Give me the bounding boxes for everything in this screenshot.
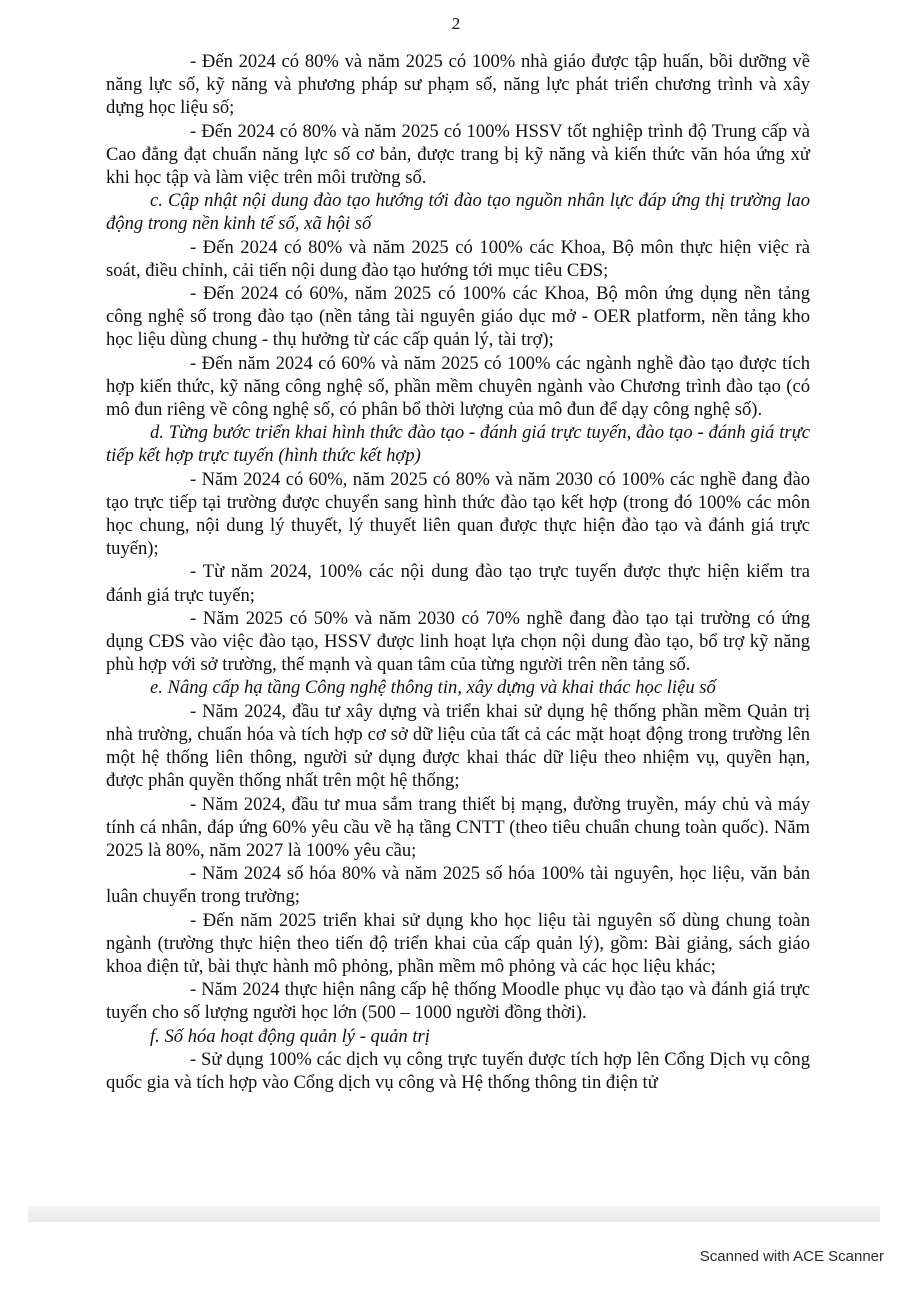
bullet-paragraph: - Năm 2025 có 50% và năm 2030 có 70% nghề đang đào tạo tại trường có ứng dụng CĐS vào việc đào tạo, HSSV được linh hoạt lựa chọn nội dung đào tạo, bổ trợ kỹ năng phù hợp với sở trường, thế mạnh và quan tâm của từng người trên nền tảng số.	[106, 607, 810, 676]
bullet-paragraph: - Năm 2024, đầu tư xây dựng và triển khai sử dụng hệ thống phần mềm Quản trị nhà trường, chuẩn hóa và tích hợp cơ sở dữ liệu của tất cả các mặt hoạt động trong trường lên một hệ thống liên thông, người sử dụng được khai thác dữ liệu theo nhiệm vụ, quyền hạn, được phân quyền thống nhất trên một hệ thống;	[106, 700, 810, 792]
section-heading-d: d. Từng bước triển khai hình thức đào tạo - đánh giá trực tuyến, đào tạo - đánh giá trực tiếp kết hợp trực tuyến (hình thức kết hợp)	[106, 422, 810, 467]
bullet-paragraph: - Đến năm 2024 có 60% và năm 2025 có 100% các ngành nghề đào tạo được tích hợp kiến thức, kỹ năng công nghệ số, phần mềm chuyên ngành vào Chương trình đào tạo (có mô đun riêng về công nghệ số, có phân bổ thời lượng của mô đun để dạy công nghệ số).	[106, 352, 810, 421]
section-heading-e: e. Nâng cấp hạ tầng Công nghệ thông tin, xây dựng và khai thác học liệu số	[150, 677, 716, 699]
section-heading-c: c. Cập nhật nội dung đào tạo hướng tới đào tạo nguồn nhân lực đáp ứng thị trường lao động trong nền kinh tế số, xã hội số	[106, 190, 810, 235]
bullet-paragraph: - Đến 2024 có 60%, năm 2025 có 100% các Khoa, Bộ môn ứng dụng nền tảng công nghệ số trong đào tạo (nền tảng tài nguyên giáo dục mở - OER platform, nền tảng kho học liệu dùng chung - thụ hưởng từ các cấp quản lý, tài trợ);	[106, 283, 810, 351]
scanner-watermark: Scanned with ACE Scanner	[699, 1248, 884, 1265]
bullet-paragraph: - Đến 2024 có 80% và năm 2025 có 100% HSSV tốt nghiệp trình độ Trung cấp và Cao đẳng đạt chuẩn năng lực số cơ bản, được trang bị kỹ năng và kiến thức văn hóa ứng xử khi học tập và làm việc trên môi trường số.	[106, 120, 810, 189]
bullet-paragraph: - Sử dụng 100% các dịch vụ công trực tuyến được tích hợp lên Cổng Dịch vụ công quốc gia và tích hợp vào Cổng dịch vụ công và Hệ thống thông tin điện tử	[106, 1048, 810, 1093]
bullet-paragraph: - Đến 2024 có 80% và năm 2025 có 100% nhà giáo được tập huấn, bồi dưỡng về năng lực số, kỹ năng và phương pháp sư phạm số, năng lực phát triển chương trình và xây dựng học liệu số;	[106, 51, 810, 119]
page-edge-shadow	[28, 1206, 880, 1222]
bullet-paragraph: - Năm 2024, đầu tư mua sắm trang thiết bị mạng, đường truyền, máy chủ và máy tính cá nhân, đáp ứng 60% yêu cầu về hạ tầng CNTT (theo tiêu chuẩn chung toàn quốc). Năm 2025 là 80%, năm 2027 là 100% yêu cầu;	[106, 793, 810, 861]
page-number: 2	[451, 14, 461, 33]
bullet-paragraph: - Năm 2024 thực hiện nâng cấp hệ thống Moodle phục vụ đào tạo và đánh giá trực tuyến cho số lượng người học lớn (500 – 1000 người đồng thời).	[106, 979, 810, 1024]
document-body	[106, 50, 810, 1094]
bullet-paragraph: - Năm 2024 số hóa 80% và năm 2025 số hóa 100% tài nguyên, học liệu, văn bản luân chuyển trong trường;	[106, 863, 810, 908]
bullet-paragraph: - Từ năm 2024, 100% các nội dung đào tạo trực tuyến được thực hiện kiểm tra đánh giá trực tuyến;	[106, 561, 810, 606]
section-heading-f: f. Số hóa hoạt động quản lý - quản trị	[150, 1025, 430, 1047]
bullet-paragraph: - Năm 2024 có 60%, năm 2025 có 80% và năm 2030 có 100% các nghề đang đào tạo trực tiếp tại trường được chuyển sang hình thức đào tạo kết hợp (trong đó 100% các môn học chung, nội dung lý thuyết, lý thuyết liên quan được thực hiện đào tạo và đánh giá trực tuyến);	[106, 468, 810, 560]
bullet-paragraph: - Đến 2024 có 80% và năm 2025 có 100% các Khoa, Bộ môn thực hiện việc rà soát, điều chỉnh, cải tiến nội dung đào tạo hướng tới mục tiêu CĐS;	[106, 236, 810, 281]
bullet-paragraph: - Đến năm 2025 triển khai sử dụng kho học liệu tài nguyên số dùng chung toàn ngành (trường thực hiện theo tiến độ triển khai của cấp quản lý), gồm: Bài giảng, sách giáo khoa điện tử, bài thực hành mô phỏng, phần mềm mô phỏng và các học liệu khác;	[106, 909, 810, 977]
